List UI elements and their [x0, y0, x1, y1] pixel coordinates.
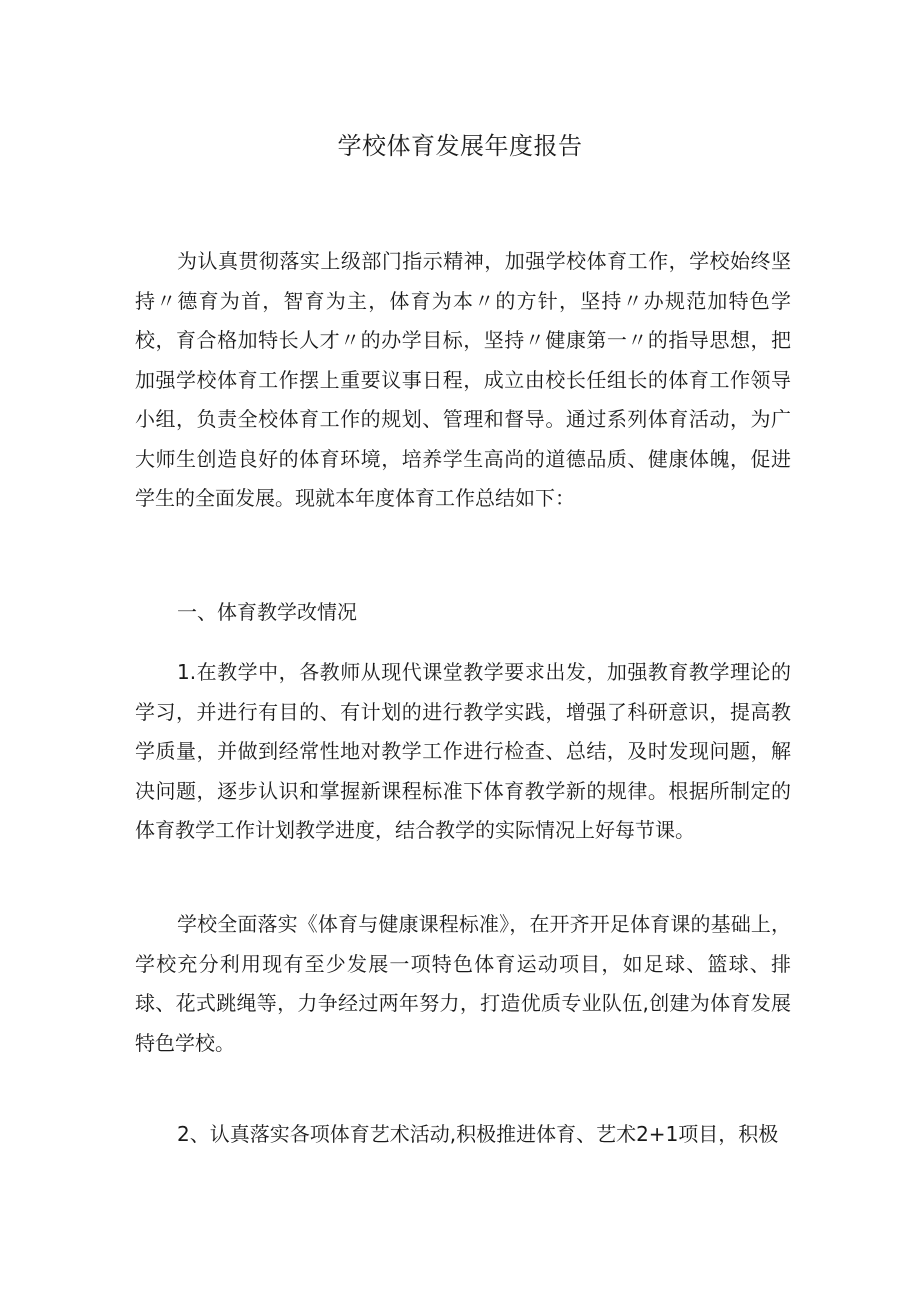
activities-paragraph-2: 2、认真落实各项体育艺术活动,积极推进体育、艺术2+1项目，积极	[177, 1122, 779, 1146]
teaching-paragraph-1: 1.在教学中，各教师从现代课堂教学要求出发，加强教育教学理论的学习，并进行有目的、有计划的进行教学实践，增强了科研意识，提高教学质量，并做到经常性地对教学工作进行检查、总结，及时发现问题，解决问题，逐步认识和掌握新课程标准下体育教学新的规律。根据所制定的体育教学工作计划教学进度，结合教学的实际情况上好每节课。	[135, 660, 791, 842]
section-heading-teaching-reform: 一、体育教学改情况	[177, 600, 357, 624]
document-title: 学校体育发展年度报告	[337, 132, 583, 160]
intro-paragraph: 为认真贯彻落实上级部门指示精神，加强学校体育工作，学校始终坚持〃德育为首，智育为主，体育为本〃的方针，坚持〃办规范加特色学校，育合格加特长人才〃的办学目标，坚持〃健康第一〃的指导思想，把加强学校体育工作摆上重要议事日程，成立由校长任组长的体育工作领导小组，负责全校体育工作的规划、管理和督导。通过系列体育活动，为广大师生创造良好的体育环境，培养学生高尚的道德品质、健康体魄，促进学生的全面发展。现就本年度体育工作总结如下：	[135, 249, 791, 510]
curriculum-standard-paragraph: 学校全面落实《体育与健康课程标准》，在开齐开足体育课的基础上，学校充分利用现有至少发展一项特色体育运动项目，如足球、篮球、排球、花式跳绳等，力争经过两年努力，打造优质专业队伍,创建为体育发展特色学校。	[135, 912, 791, 1055]
